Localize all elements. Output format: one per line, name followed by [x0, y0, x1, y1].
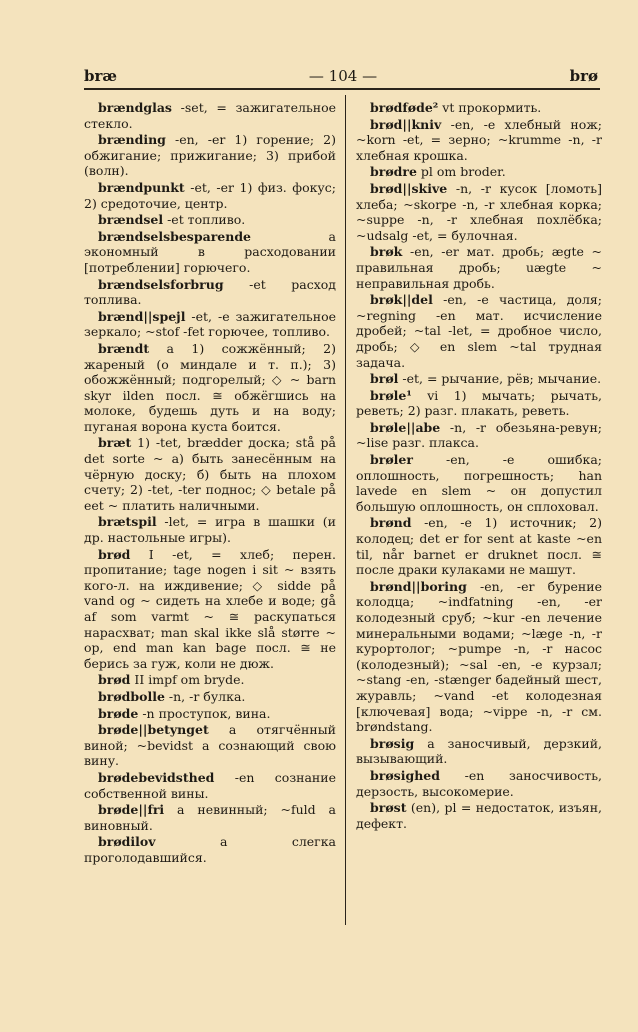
dictionary-entry	[84, 100, 336, 131]
entry-headword: brønd	[370, 515, 412, 531]
entry-definition: -n, -r кусок [ломоть] хлеба; ~skorpe -n, -r хлебная корка; ~suppe -n, -r хлебная похлёбка; ~udsalg -et, = булочная.	[356, 180, 602, 243]
dictionary-entry	[356, 800, 602, 831]
entry-definition: -en, -er мат. дробь; ægte ~ правильная дробь; uægte ~ неправильная дробь.	[356, 244, 602, 291]
dictionary-entry	[356, 100, 602, 116]
entry-headword: brændselsforbrug	[98, 276, 224, 292]
entry-definition: vi 1) мычать; рычать, реветь; 2) разг. плакать, реветь.	[356, 387, 602, 419]
right-column	[356, 100, 602, 832]
entry-headword: brændpunkt	[98, 179, 185, 195]
entry-headword: brødre	[370, 164, 417, 180]
entry-definition: a слегка проголодавшийся.	[84, 834, 336, 865]
dictionary-entry	[356, 579, 602, 735]
entry-definition: a 1) сожжённый; 2) жареный (о миндале и т. п.); 3) обожжённый; подгорелый; ◇ ~ barn skyr ilden посл. ≅ обжёгшись на молоке, будешь дуть и на воду; пуганая ворона куста боится.	[84, 340, 336, 434]
entry-definition: (en), pl = недостаток, изъян, дефект.	[356, 800, 602, 831]
dictionary-entry	[356, 117, 602, 164]
entry-headword: brøst	[370, 800, 407, 816]
dictionary-entry	[84, 132, 336, 179]
dictionary-entry	[84, 722, 336, 769]
entry-headword: brøle||abe	[370, 419, 441, 435]
entry-definition: II impf om bryde.	[130, 672, 245, 688]
entry-definition: -en, -e ошибка; оплошность, погрешность; han lavede en slem ~ он допустил большую оплошность, он сплоховал.	[356, 452, 602, 514]
entry-headword: brøk	[370, 244, 403, 260]
entry-headword: brødføde²	[370, 100, 439, 115]
dictionary-entry	[356, 292, 602, 370]
entry-definition: -set, = зажигательное стекло.	[84, 100, 336, 131]
entry-definition: -n проступок, вина.	[138, 705, 271, 721]
entry-headword: brætspil	[98, 514, 157, 530]
entry-definition: -n, -r булка.	[164, 688, 246, 704]
dictionary-entry	[356, 164, 602, 180]
entry-headword: brød	[98, 672, 131, 688]
dictionary-entry	[84, 834, 336, 865]
dictionary-entry	[356, 420, 602, 451]
entry-headword: brødbolle	[98, 688, 165, 704]
entry-headword: brød||skive	[370, 180, 448, 196]
dictionary-entry	[84, 435, 336, 513]
entry-definition: 1) -tet, brædder доска; stå på det sorte ~ a) быть занесённым на чёрную доску; б) быть на плохом счету; 2) -tet, -ter поднос; ◇ betale på eet ~ платить наличными.	[84, 435, 336, 513]
entry-definition: -en, -er бурение колодца; ~indfatning -en, -er колодезный сруб; ~kur -en лечение минеральными водами; ~læge -n, -r курортолог; ~pumpe -n, -r насос (колодезный); ~sal -en, -e курзал; ~stang -en, -stænger бадейный шест, журавль; ~vand -et колодезная [ключевая] вода; ~vippe -n, -r см. brøndstang.	[356, 578, 602, 735]
dictionary-entry	[84, 706, 336, 722]
dictionary-entry	[356, 452, 602, 514]
entry-definition: -et расход топлива.	[84, 276, 336, 308]
entry-definition: -et, -er 1) физ. фокус; 2) средоточие, центр.	[84, 179, 336, 211]
entry-definition: -en, -e частица, доля; ~regning -en мат. исчисление дробей; ~tal -let, = дробное число, дробь; ◇ en slem ~tal трудная задача.	[356, 292, 602, 370]
dictionary-entry	[84, 212, 336, 228]
entry-headword: brønd||boring	[370, 578, 467, 594]
entry-definition: I -et, = хлеб; перен. пропитание; tage nogen i sit ~ взять кого-л. на иждивение; ◇ sidde på vand og ~ сидеть на хлебе и воде; gå af som varmt ~ ≅ раскупаться нарасхват; man skal ikke slå større ~ op, end man kan bage посл. ≅ не берись за гуж, коли не дюж.	[84, 546, 336, 671]
entry-definition: -en, -e 1) источник; 2) колодец; det er for sent at kaste ~en til, når barnet er druknet посл. ≅ после драки кулаками не машут.	[356, 515, 602, 578]
entry-definition: -en сознание собственной вины.	[84, 769, 336, 801]
entry-headword: brød||kniv	[370, 116, 442, 132]
entry-definition: pl om broder.	[416, 164, 506, 180]
entry-headword: brødilov	[98, 834, 156, 850]
dictionary-entry	[356, 515, 602, 577]
entry-definition: -et, -e зажигательное зеркало; ~stof -fet горючее, топливо.	[84, 308, 336, 340]
entry-headword: bræt	[98, 435, 132, 451]
page-header	[84, 66, 602, 86]
dictionary-entry	[356, 244, 602, 291]
entry-headword: brændt	[98, 340, 150, 356]
entry-definition: -et, = рычание, рёв; мычание.	[398, 371, 602, 387]
header-right-guide-word: brø	[569, 67, 598, 85]
dictionary-entry	[84, 689, 336, 705]
entry-headword: brøk||del	[370, 292, 433, 308]
entry-definition: vt прокормить.	[438, 100, 542, 115]
header-rule	[84, 88, 600, 90]
dictionary-entry	[356, 736, 602, 767]
dictionary-entry	[356, 181, 602, 243]
left-column	[84, 100, 336, 867]
entry-headword: brænd||spejl	[98, 308, 186, 324]
entry-headword: brød	[98, 546, 131, 562]
entry-headword: brøle¹	[370, 387, 412, 403]
dictionary-entry	[356, 768, 602, 799]
entry-headword: brøde||betynget	[98, 722, 209, 738]
entry-definition: -en, -er 1) горение; 2) обжигание; прижигание; 3) прибой (волн).	[84, 132, 336, 179]
entry-headword: brænding	[98, 132, 166, 148]
entry-definition: a отягчённый виной; ~bevidst a сознающий свою вину.	[84, 722, 336, 769]
entry-headword: brøde	[98, 705, 139, 721]
dictionary-entry	[356, 371, 602, 387]
dictionary-entry	[84, 341, 336, 435]
dictionary-entry	[84, 180, 336, 211]
entry-definition: a экономный в расходовании [потреблении] горючего.	[84, 228, 336, 275]
entry-headword: brøsighed	[370, 767, 440, 783]
dictionary-entry	[84, 277, 336, 308]
header-left-guide-word: bræ	[84, 67, 118, 85]
entry-definition: -en, -e хлебный нож; ~korn -et, = зерно; ~krumme -n, -r хлебная крошка.	[356, 116, 602, 163]
page-number: — 104 —	[308, 67, 378, 85]
entry-definition: -let, = игра в шашки (и др. настольные игры).	[84, 514, 336, 546]
dictionary-entry	[84, 514, 336, 545]
entry-definition: -en заносчивость, дерзость, высокомерие.	[356, 767, 602, 799]
dictionary-entry	[84, 229, 336, 276]
dictionary-entry	[84, 802, 336, 833]
entry-definition: a невинный; ~fuld a виновный.	[84, 802, 336, 833]
dictionary-entry	[356, 388, 602, 419]
entry-headword: brøsig	[370, 735, 415, 751]
entry-headword: brændglas	[98, 100, 172, 115]
entry-headword: brøl	[370, 371, 399, 387]
entry-headword: brødebevidsthed	[98, 769, 215, 785]
dictionary-entry	[84, 547, 336, 672]
entry-headword: brændselsbesparende	[98, 228, 252, 244]
entry-definition: a заносчивый, дерзкий, вызывающий.	[356, 735, 602, 767]
column-divider	[345, 95, 346, 925]
entry-headword: brøler	[370, 452, 413, 468]
entry-headword: brøde||fri	[98, 802, 165, 818]
entry-headword: brændsel	[98, 212, 164, 228]
entry-definition: -et топливо.	[163, 212, 246, 228]
dictionary-entry	[84, 770, 336, 801]
entry-definition: -n, -r обезьяна-ревун; ~lise разг. плакса.	[356, 419, 602, 451]
dictionary-entry	[84, 309, 336, 340]
dictionary-entry	[84, 672, 336, 688]
